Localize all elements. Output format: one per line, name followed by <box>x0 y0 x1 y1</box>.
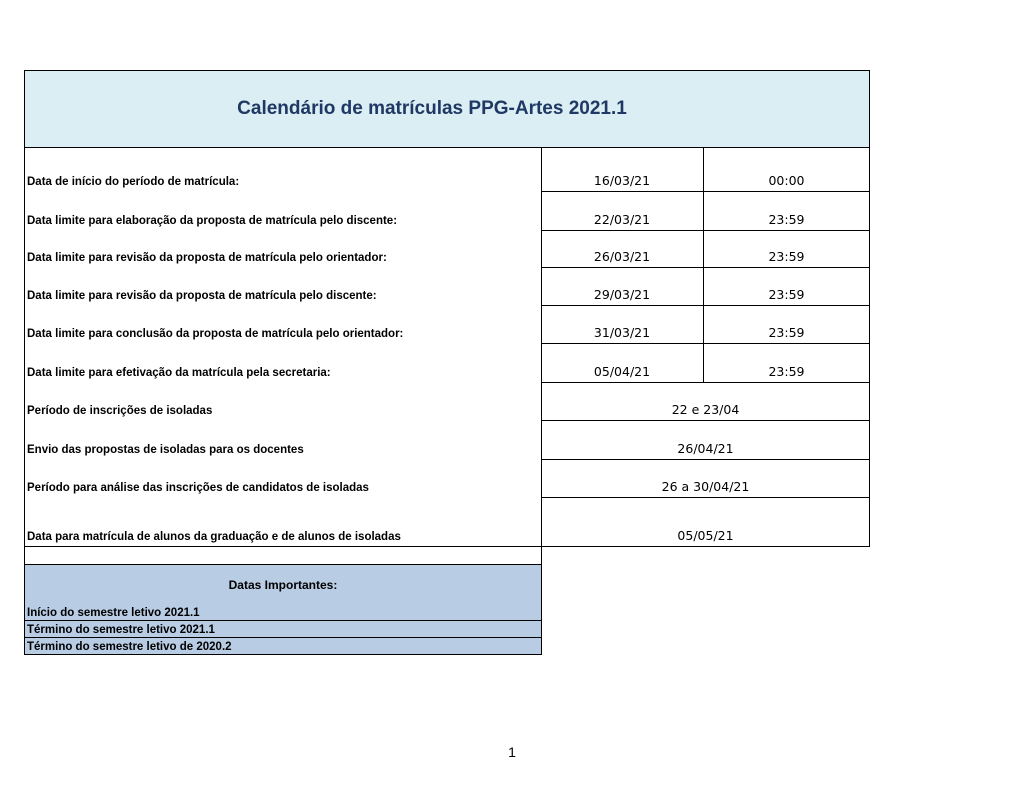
row-label: Período de inscrições de isoladas <box>27 405 213 417</box>
row-time: 23:59 <box>768 287 805 302</box>
spacer-row-border <box>24 547 25 564</box>
row-time: 23:59 <box>768 249 805 264</box>
row-label: Data limite para revisão da proposta de matrícula pelo orientador: <box>27 252 387 264</box>
row-label: Envio das propostas de isoladas para os docentes <box>27 444 304 456</box>
row-time: 23:59 <box>768 364 805 379</box>
table-row <box>24 230 870 267</box>
row-label: Data limite para conclusão da proposta de matrícula pelo orientador: <box>27 328 404 340</box>
row-date: 05/04/21 <box>593 364 651 379</box>
table-row <box>24 497 870 546</box>
table-row <box>24 305 870 343</box>
row-time: 23:59 <box>768 325 805 340</box>
important-date-item <box>24 621 542 638</box>
important-date-label: Início do semestre letivo 2021.1 <box>27 607 200 619</box>
table-row <box>24 459 870 497</box>
row-value: 26 a 30/04/21 <box>661 479 750 494</box>
table-row <box>24 191 870 230</box>
row-label: Data para matrícula de alunos da graduação e de alunos de isoladas <box>27 531 401 543</box>
row-date: 31/03/21 <box>593 325 651 340</box>
calendar-title-box <box>24 70 870 148</box>
row-label: Período para análise das inscrições de candidatos de isoladas <box>27 482 369 494</box>
row-date: 22/03/21 <box>593 212 651 227</box>
table-bottom-border <box>24 546 870 547</box>
important-date-label: Término do semestre letivo de 2020.2 <box>27 641 232 653</box>
row-label: Data limite para elaboração da proposta de matrícula pelo discente: <box>27 215 398 227</box>
row-label: Data limite para revisão da proposta de matrícula pelo discente: <box>27 290 377 302</box>
table-row <box>24 382 870 420</box>
table-row <box>24 343 870 382</box>
spacer-row-border <box>541 547 542 564</box>
important-date-item <box>24 638 542 655</box>
row-value: 05/05/21 <box>677 528 734 543</box>
page-title: Calendário de matrículas PPG-Artes 2021.1 <box>237 98 627 119</box>
important-dates-header: Datas Importantes: <box>24 564 542 605</box>
table-row <box>24 420 870 459</box>
important-date-label: Término do semestre letivo 2021.1 <box>27 624 215 636</box>
table-row <box>24 267 870 305</box>
row-date: 29/03/21 <box>593 287 651 302</box>
row-date: 16/03/21 <box>593 173 651 188</box>
row-date: 26/03/21 <box>593 249 651 264</box>
row-label: Data limite para efetivação da matrícula pela secretaria: <box>27 367 331 379</box>
row-label: Data de início do período de matrícula: <box>27 176 240 188</box>
page-number: 1 <box>508 744 516 760</box>
row-time: 23:59 <box>768 212 805 227</box>
table-row <box>24 147 870 191</box>
row-value: 26/04/21 <box>677 441 734 456</box>
important-date-item <box>24 604 542 621</box>
row-time: 00:00 <box>768 173 805 188</box>
row-value: 22 e 23/04 <box>671 402 740 417</box>
